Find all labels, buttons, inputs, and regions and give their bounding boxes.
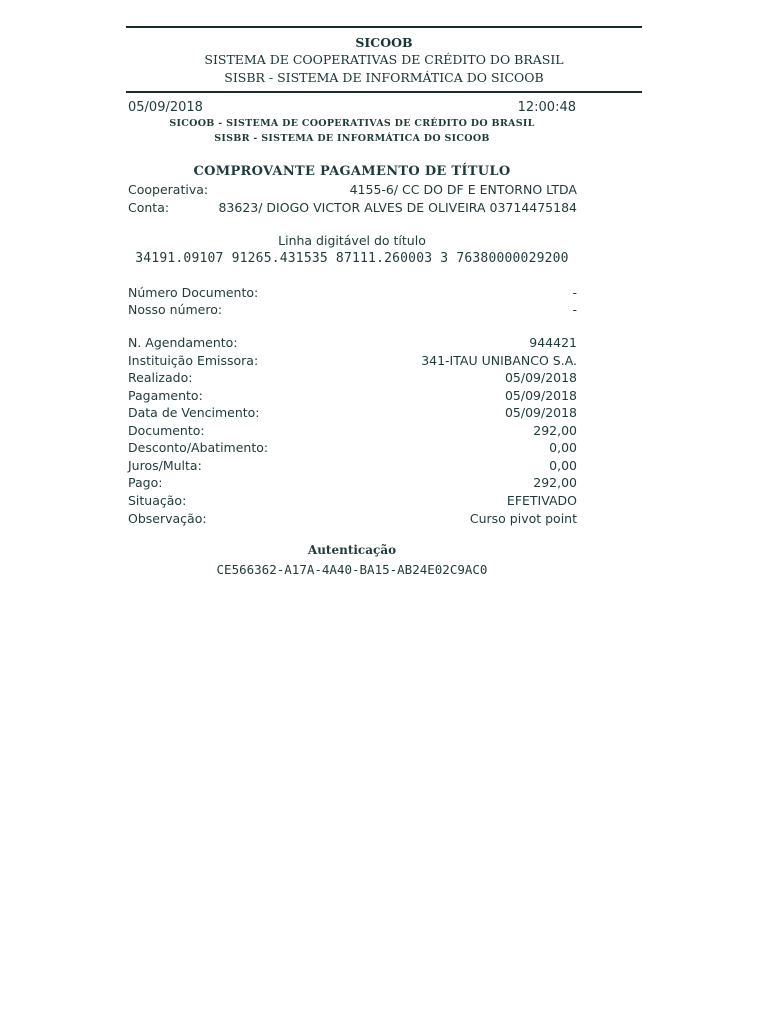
authentication-code: CE566362-A17A-4A40-BA15-AB24E02C9AC0 [216,562,488,577]
detail-row [128,352,577,369]
detail-row [128,387,577,404]
receipt-time: 12:00:48 [517,100,576,115]
numero-documento-label: Número Documento: [128,285,259,300]
subheader-line1: SICOOB - SISTEMA DE COOPERATIVAS DE CRÉDITO DO BRASIL [169,118,535,129]
detail-label: Pago: [128,475,163,490]
authentication-title: Autenticação [307,543,397,557]
detail-row [128,334,577,351]
detail-row [128,439,577,456]
detail-row [128,457,577,474]
detail-label: Realizado: [128,370,193,385]
detail-value: 05/09/2018 [504,388,577,403]
detail-row [128,369,577,386]
numero-documento-row [128,284,577,301]
header-line3: SISBR - SISTEMA DE INFORMÁTICA DO SICOOB [224,70,544,85]
detail-value: 0,00 [549,458,577,473]
detail-label: Desconto/Abatimento: [128,440,269,455]
detail-label: Observação: [128,511,207,526]
cooperativa-label: Cooperativa: [128,182,209,197]
header-divider [126,91,642,93]
detail-row [128,474,577,491]
detail-label: Juros/Multa: [128,458,202,473]
detail-label: Documento: [128,423,205,438]
detail-row [128,404,577,421]
conta-label: Conta: [128,200,170,215]
subheader-line2: SISBR - SISTEMA DE INFORMÁTICA DO SICOOB [214,133,490,144]
detail-label: Data de Vencimento: [128,405,260,420]
cooperativa-row [128,181,577,198]
conta-row [128,199,577,216]
detail-row [128,422,577,439]
detail-value: 292,00 [533,423,577,438]
detail-row [128,510,577,527]
detail-row [128,492,577,509]
nosso-numero-label: Nosso número: [128,302,223,317]
detail-label: Situação: [128,493,187,508]
linha-digitavel-label: Linha digitável do título [278,233,426,248]
detail-value: 292,00 [533,475,577,490]
detail-value: 05/09/2018 [504,405,577,420]
detail-value: Curso pivot point [469,511,577,526]
nosso-numero-row [128,301,577,318]
cooperativa-value: 4155-6/ CC DO DF E ENTORNO LTDA [349,182,577,197]
detail-label: N. Agendamento: [128,335,238,350]
top-divider [126,26,642,28]
nosso-numero-value: - [572,302,577,317]
detail-value: 0,00 [549,440,577,455]
receipt-title: COMPROVANTE PAGAMENTO DE TÍTULO [193,164,511,179]
detail-value: 05/09/2018 [504,370,577,385]
conta-value: 83623/ DIOGO VICTOR ALVES DE OLIVEIRA 03714475184 [218,200,577,215]
detail-label: Pagamento: [128,388,203,403]
linha-digitavel-value: 34191.09107 91265.431535 87111.260003 3 76380000029200 [135,251,569,266]
header-line2: SISTEMA DE COOPERATIVAS DE CRÉDITO DO BRASIL [204,52,564,67]
numero-documento-value: - [572,285,577,300]
detail-value: EFETIVADO [506,493,577,508]
header-line1: SICOOB [355,35,413,50]
detail-value: 944421 [529,335,577,350]
receipt-date: 05/09/2018 [128,100,203,115]
detail-value: 341-ITAU UNIBANCO S.A. [421,353,577,368]
detail-label: Instituição Emissora: [128,353,259,368]
